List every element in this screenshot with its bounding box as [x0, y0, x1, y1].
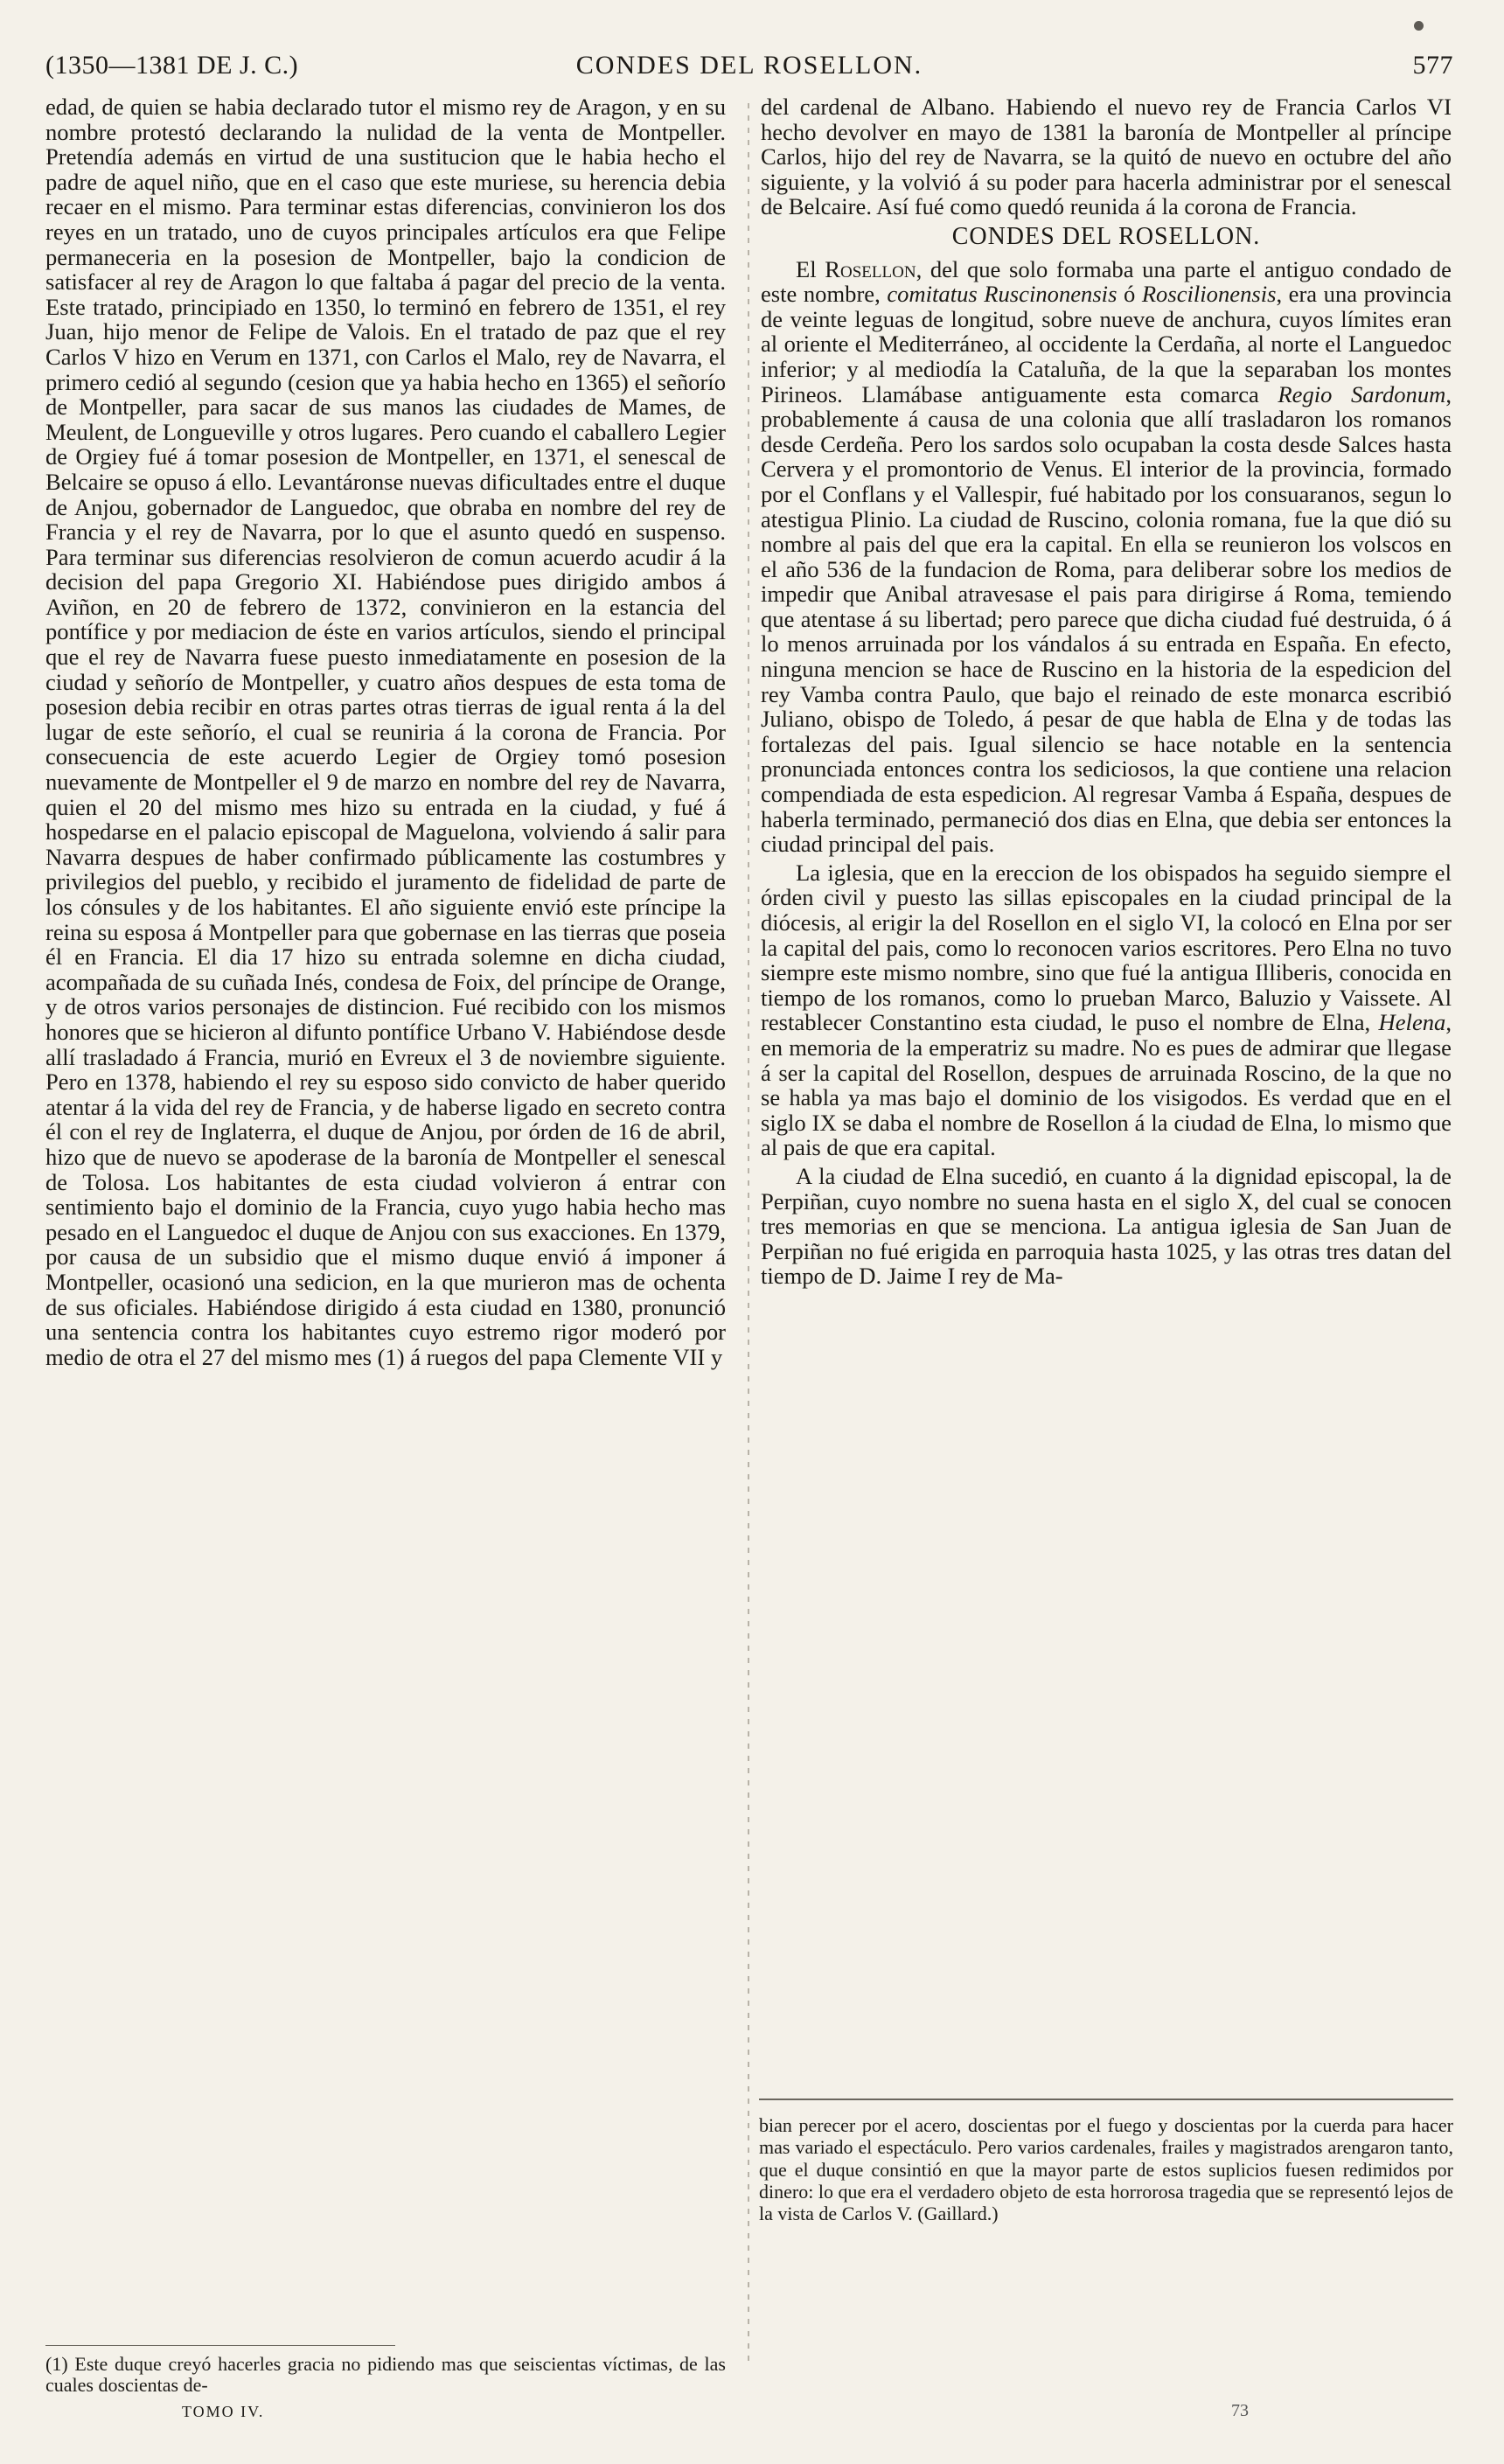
footnote-rule-right	[759, 2099, 1453, 2100]
left-column	[45, 94, 726, 2340]
header-title: CONDES DEL ROSELLON.	[575, 51, 923, 80]
footnote-rule-left	[45, 2345, 395, 2346]
ink-dot	[1414, 21, 1424, 31]
p3-italic-helena: Helena	[1378, 1009, 1446, 1036]
p2-text-a: El	[796, 255, 825, 282]
right-paragraph-1: del cardenal de Albano. Habiendo el nuevo rey de Francia Carlos VI hecho devolver en mayo de 1381 la baronía de Montpeller al príncipe Carlos, hijo del rey de Navarra, se la quitó de nuevo en octubre del año siguiente, y la volvió á su poder para hacerla administrar por el senescal de Belcaire. Así fué como quedó reunida á la corona de Francia.	[761, 94, 1452, 220]
footnote-1: (1) Este duque creyó hacerles gracia no pidiendo mas que seiscientas víctimas, de las cuales doscientas de-	[45, 2353, 726, 2396]
volume-label: TOMO IV.	[182, 2403, 265, 2420]
left-column-text: edad, de quien se habia declarado tutor el mismo rey de Aragon, y en su nombre protestó declarando la nulidad de la venta de Montpeller. Pretendía además en virtud de una sustitucion que le habia hecho el padre de aquel niño, que en el caso que este muriese, su herencia debia recaer en el mismo. Para terminar estas diferencias, convinieron los dos reyes en un tratado, uno de cuyos principales artículos era que Felipe permaneceria en la posesion de Montpeller, bajo la condicion de satisfacer al rey de Aragon lo que faltaba á pagar del precio de la venta. Este tratado, principiado en 1350, lo terminó en febrero de 1351, el rey Juan, hijo menor de Felipe de Valois. En el tratado de paz que el rey Carlos V hizo en Verum en 1371, con Carlos el Malo, rey de Navarra, el primero cedió al segundo (cesion que ya habia hecho en 1365) el señorío de Montpeller, para sacar de sus manos las ciudades de Mames, de Meulent, de Longueville y otros lugares. Pero cuando el caballero Legier de Orgiey fué á tomar posesion de Montpeller, en 1371, el senescal de Belcaire se opuso á ello. Levantáronse nuevas dificultades entre el duque de Anjou, gobernador de Languedoc, que obraba en nombre del rey de Francia y el rey de Navarra, por lo que el asunto quedó en suspenso. Para terminar sus diferencias resolvieron de comun acuerdo acudir á la decision del papa Gregorio XI. Habiéndose pues dirigido ambos á Aviñon, en 20 de febrero de 1372, convinieron en la estancia del pontífice y por mediacion de éste en varios artículos, siendo el principal que el rey de Navarra fuese puesto inmediatamente en posesion de la ciudad y señorío de Montpeller, y cuatro años despues de esta toma de posesion debia recibir en otras partes otras tierras de igual renta á la del lugar de este señorío, el cual se reuniria á la corona de Francia. Por consecuencia de este acuerdo Legier de Orgiey tomó posesion nuevamente de Montpeller el 9 de marzo en nombre del rey de Navarra, quien el 20 del mismo mes hizo su entrada en la ciudad, y fué á hospedarse en el palacio episcopal de Maguelona, volviendo á salir para Navarra despues de haber confirmado públicamente las costumbres y privilegios del pueblo, y recibido el juramento de fidelidad de parte de los cónsules y de los habitantes. El año siguiente envió este príncipe la reina su esposa á Montpeller para que gobernase en las tierras que poseia él en Francia. El dia 17 hizo su entrada solemne en dicha ciudad, acompañada de su cuñada Inés, condesa de Foix, del príncipe de Orange, y de otros varios personajes de distincion. Fué recibido con los mismos honores que se hicieron al difunto pontífice Urbano V. Habiéndose desde allí trasladado á Francia, murió en Evreux el 3 de noviembre siguiente. Pero en 1378, habiendo el rey su esposo sido convicto de haber querido atentar á la vida del rey de Francia, y de haberse ligado en secreto contra él con el rey de Inglaterra, el duque de Anjou, por órden de 16 de abril, hizo que de nuevo se apoderase de la baronía de Montpeller el senescal de Tolosa. Los habitantes de esta ciudad volvieron á entrar con sentimiento bajo el dominio de la Francia, cuyo yugo habia hecho mas pesado en el Languedoc el duque de Anjou con sus exacciones. En 1379, por causa de un subsidio que el mismo duque envió á imponer á Montpeller, ocasionó una sedicion, en la que murieron mas de ochenta de sus oficiales. Habiéndose dirigido á esta ciudad en 1380, pronunció una sentencia contra los habitantes cuyo estremo rigor moderó por medio de otra el 27 del mismo mes (1) á ruegos del papa Clemente VII y	[45, 94, 726, 1370]
p2-smallcaps-rosellon: Rosellon	[825, 255, 916, 282]
header-date-range: (1350—1381 DE J. C.)	[45, 51, 299, 80]
p2-italic-roscilionensis: Roscilionensis	[1141, 281, 1277, 308]
running-header	[45, 51, 1453, 86]
right-paragraph-4: A la ciudad de Elna sucedió, en cuanto á la dignidad episcopal, la de Perpiñan, cuyo nombre no suena hasta en el siglo X, del cual se conocen tres memorias en que se menciona. La antigua iglesia de San Juan de Perpiñan no fué erigida en parroquia hasta 1025, y las otras tres datan del tiempo de D. Jaime I rey de Ma-	[761, 1162, 1452, 1290]
right-column	[761, 94, 1452, 2062]
p2-italic-regio-sardonum: Regio Sardonum	[1278, 380, 1446, 407]
right-paragraph-3	[761, 860, 1452, 1160]
p2-italic-ruscinonensis: comitatus Ruscinonensis	[887, 281, 1118, 308]
p3-text-b: , en memoria de la emperatriz su madre. No es pues de admirar que llegase á ser la capital del Rosellon, despues de arruinada Roscino, de la que no se habla ya mas bajo el dominio de los visigodos. Es verdad que en el siglo IX se daba el nombre de Rosellon á la ciudad de Elna, lo mismo que al pais de que era capital.	[761, 1009, 1452, 1161]
p3-text-a: La iglesia, que en la ereccion de los obispados ha seguido siempre el órden civil y puesto las sillas episcopales en la ciudad principal de la diócesis, al erigir la del Rosellon en el siglo VI, la colocó en Elna por ser la capital del pais, como lo reconocen varios escritores. Pero Elna no tuvo siempre este mismo nombre, sino que fué la antigua Illiberis, conocida en tiempo de los romanos, como lo prueban Marco, Baluzio y Vaissete. Al restablecer Constantino esta ciudad, le puso el nombre de Elna,	[761, 859, 1452, 1036]
p2-text-e: , probablemente á causa de una colonia que allí trasladaron los romanos desde Cerdeña. Pero los sardos solo ocupaban la costa desde Salces hasta Cervera y el promontorio de Venus. El interior de la provincia, formado por el Conflans y el Vallespir, fué habitado por los consuaranos, segun lo atestigua Plinio. La ciudad de Ruscino, colonia romana, fue la que dió su nombre al pais del que era la capital. En ella se reunieron los volscos en el año 536 de la fundacion de Roma, para deliberar sobre los medios de impedir que Anibal atravesase el pais para dirigirse á Roma, temiendo que atentase á su libertad; pero parece que dicha ciudad fué destruida, ó á lo menos arruinada por los vándalos á su entrada en España. En efecto, ninguna mencion se hace de Ruscino en la historia de la espedicion del rey Vamba contra Paulo, que bajo el reinado de este monarca escribió Juliano, obispo de Toledo, á pesar de que habla de Elna y de todas las fortalezas del pais. Igual silencio se hace notable en la sentencia pronunciada entonces contra los sediciosos, la que contiene una relacion compendiada de esta espedicion. Al regresar Vamba á España, despues de haberla terminado, permaneció dos dias en Elna, que debia ser entonces la ciudad principal del pais.	[761, 380, 1452, 858]
column-divider	[748, 103, 749, 2368]
p2-text-c: ó	[1117, 281, 1142, 308]
page-number: 577	[1412, 51, 1453, 80]
p2-text-d: , era una provincia de veinte leguas de longitud, sobre nueve de anchura, cuyos límites eran al oriente el Mediterráneo, al occidente la Cerdaña, al norte el Languedoc inferior; y al mediodía la Cataluña, de la que la separaban los montes Pirineos. Llamábase antiguamente esta comarca	[761, 281, 1452, 407]
right-paragraph-2	[761, 257, 1452, 857]
signature-mark: 73	[1231, 2401, 1249, 2420]
p2-text-b: , del que solo formaba una parte el antiguo condado de este nombre,	[761, 255, 1452, 308]
section-title: CONDES DEL ROSELLON.	[951, 222, 1261, 250]
footnote-continuation: bian perecer por el acero, doscientas por el fuego y doscientas por la cuerda para hacer mas variado el espectáculo. Pero varios cardenales, frailes y magistrados arengaron tanto, que el duque consintió en que la mayor parte de estos suplicios fuesen redimidos por dinero: lo que era el verdadero objeto de esta horrorosa tragedia que se representó lejos de la vista de Carlos V. (Gaillard.)	[759, 2114, 1453, 2225]
